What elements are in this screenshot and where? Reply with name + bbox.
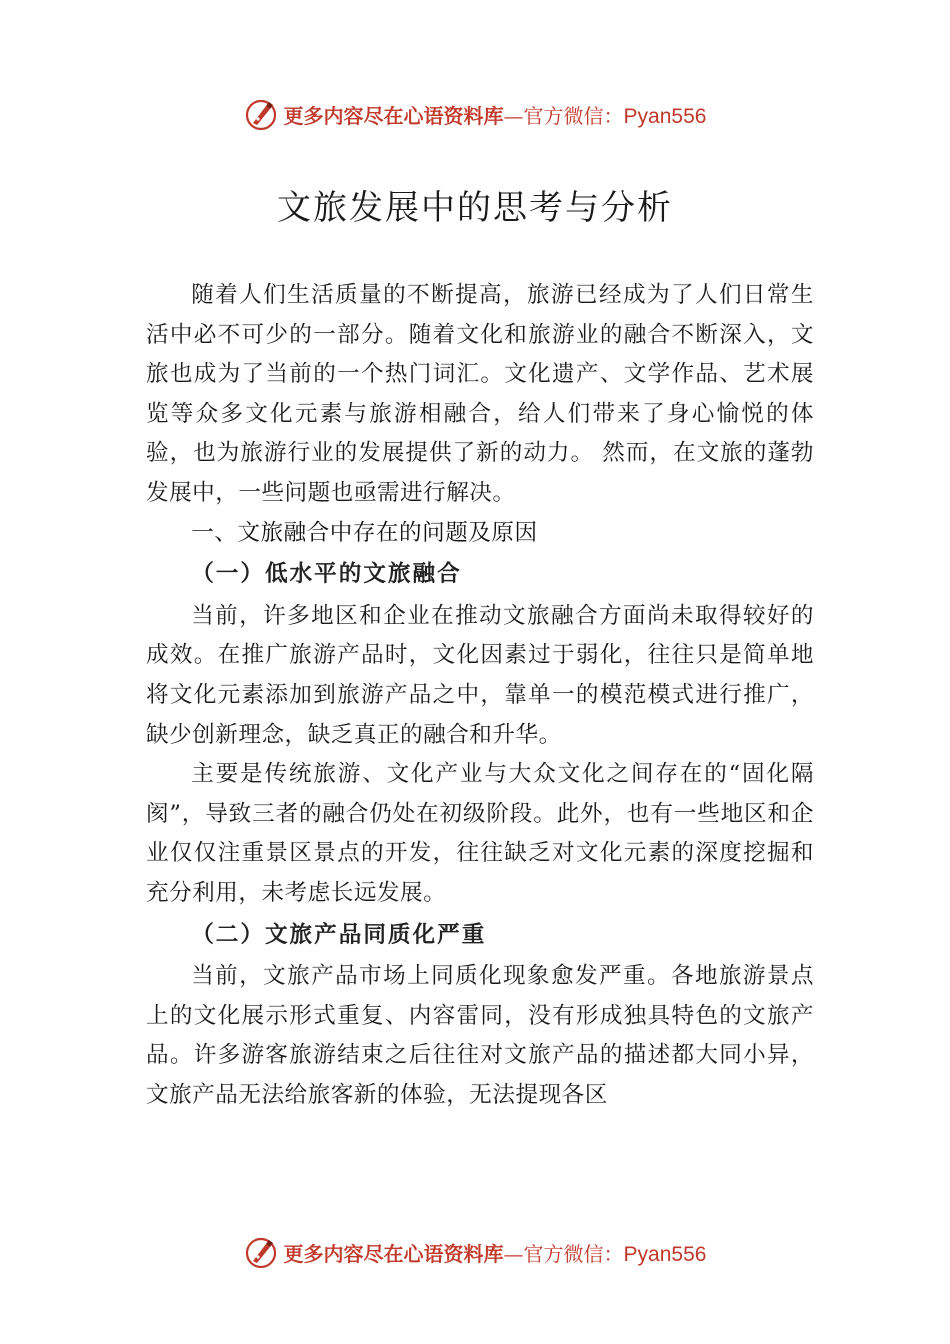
subsection-heading-2: （二）文旅产品同质化严重 (191, 921, 487, 948)
paragraph-1-1: 当前，许多地区和企业在推动文旅融合方面尚未取得较好的成效。在推广旅游产品时，文化因素过于弱化，往往只是简单地将文化元素添加到旅游产品之中，靠单一的模范模式进行推广，缺少创新理念，缺乏真正的融合和升华。 (146, 602, 814, 748)
document-body (146, 276, 814, 1115)
watermark-label: 官方微信： (523, 103, 624, 128)
watermark-brand: 更多内容尽在心语资料库 (283, 1241, 504, 1266)
watermark-wechat-id: Pyan556 (623, 104, 707, 128)
footer-watermark (0, 1232, 950, 1272)
section-heading-1: 一、文旅融合中存在的问题及原因 (191, 519, 538, 546)
header-watermark (0, 94, 950, 134)
watermark-brand: 更多内容尽在心语资料库 (283, 103, 504, 128)
subsection-heading-1: （一）低水平的文旅融合 (191, 561, 462, 588)
watermark-dash: — (503, 103, 524, 128)
watermark-text (284, 1238, 707, 1267)
paragraph-1-2: 主要是传统旅游、文化产业与大众文化之间存在的“固化隔阂”，导致三者的融合仍处在初级阶段。此外，也有一些地区和企业仅仅注重景区景点的开发，往往缺乏对文化元素的深度挖掘和充分利用，未考虑长远发展。 (146, 761, 814, 906)
watermark-wechat-id: Pyan556 (623, 1242, 707, 1266)
watermark-label: 官方微信： (523, 1241, 624, 1266)
watermark-dash: — (503, 1241, 524, 1266)
pen-nib-seal-icon (244, 1235, 278, 1269)
pen-nib-seal-icon (244, 97, 278, 131)
document-title: 文旅发展中的思考与分析 (277, 188, 673, 228)
paragraph-2-1: 当前，文旅产品市场上同质化现象愈发严重。各地旅游景点上的文化展示形式重复、内容雷同，没有形成独具特色的文旅产品。许多游客旅游结束之后往往对文旅产品的描述都大同小异，文旅产品无法给旅客新的体验，无法提现各区 (146, 963, 814, 1108)
intro-paragraph: 随着人们生活质量的不断提高，旅游已经成为了人们日常生活中必不可少的一部分。随着文化和旅游业的融合不断深入，文旅也成为了当前的一个热门词汇。文化遗产、文学作品、艺术展览等众多文化元素与旅游相融合，给人们带来了身心愉悦的体验，也为旅游行业的发展提供了新的动力。 然而，在文旅的蓬勃发展中，一些问题也亟需进行解决。 (146, 282, 814, 506)
watermark-text (284, 100, 707, 129)
